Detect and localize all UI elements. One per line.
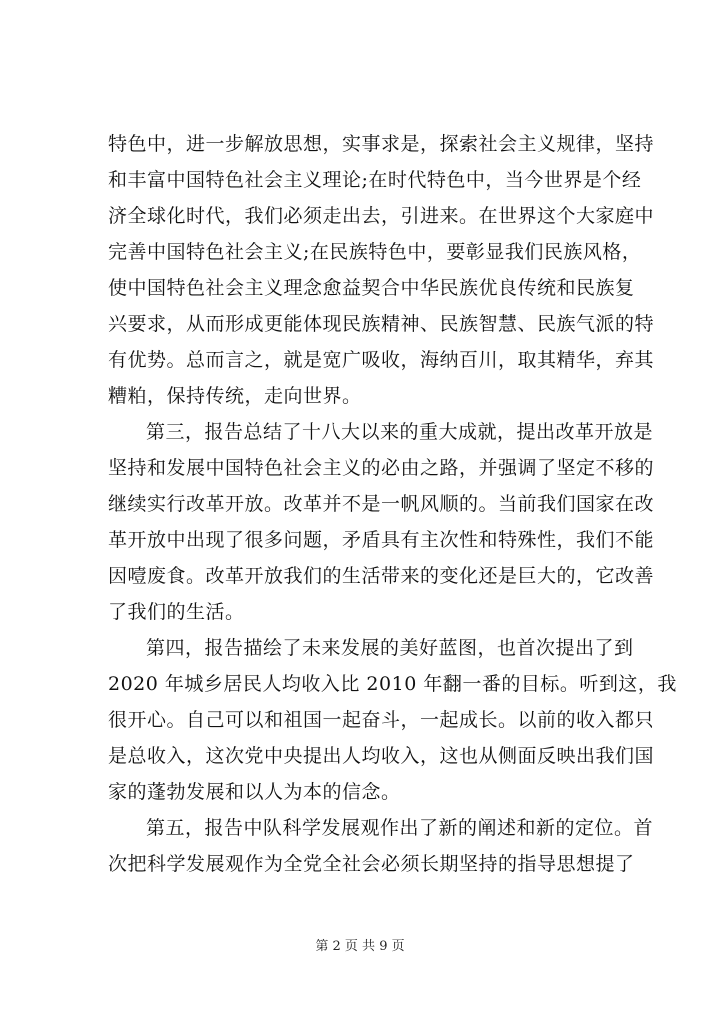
text-line: 第三，报告总结了十八大以来的重大成就，提出改革开放是	[146, 421, 654, 443]
page-footer: 第 2 页 共 9 页	[315, 939, 405, 954]
text-line: 因噎废食。改革开放我们的生活带来的变化还是巨大的，它改善	[108, 565, 655, 587]
text-line: 兴要求，从而形成更能体现民族精神、民族智慧、民族气派的特	[108, 313, 655, 335]
text-line: 完善中国特色社会主义;在民族特色中，要彰显我们民族风格，	[108, 241, 642, 263]
text-line: 济全球化时代，我们必须走出去，引进来。在世界这个大家庭中	[108, 205, 655, 227]
text-line: 坚持和发展中国特色社会主义的必由之路，并强调了坚定不移的	[108, 457, 655, 479]
text-line: 继续实行改革开放。改革并不是一帆风顺的。当前我们国家在改	[108, 493, 655, 515]
text-line: 了我们的生活。	[108, 601, 245, 623]
text-line: 2020 年城乡居民人均收入比 2010 年翻一番的目标。听到这，我	[108, 673, 677, 695]
text-line: 家的蓬勃发展和以人为本的信念。	[108, 781, 401, 803]
text-line: 第四，报告描绘了未来发展的美好蓝图，也首次提出了到	[146, 637, 634, 659]
text-line: 革开放中出现了很多问题，矛盾具有主次性和特殊性，我们不能	[108, 529, 655, 551]
text-line: 很开心。自己可以和祖国一起奋斗，一起成长。以前的收入都只	[108, 709, 655, 731]
text-line: 次把科学发展观作为全党全社会必须长期坚持的指导思想提了	[108, 853, 635, 875]
text-line: 和丰富中国特色社会主义理论;在时代特色中，当今世界是个经	[108, 169, 642, 191]
body-text	[108, 126, 677, 882]
text-line: 糟粕，保持传统，走向世界。	[108, 385, 362, 407]
text-line: 使中国特色社会主义理念愈益契合中华民族优良传统和民族复	[108, 277, 635, 299]
text-line: 特色中，进一步解放思想，实事求是，探索社会主义规律，坚持	[108, 133, 655, 155]
text-line: 有优势。总而言之，就是宽广吸收，海纳百川，取其精华，弃其	[108, 349, 655, 371]
text-line: 第五，报告中队科学发展观作出了新的阐述和新的定位。首	[146, 817, 654, 839]
text-line: 是总收入，这次党中央提出人均收入，这也从侧面反映出我们国	[108, 745, 655, 767]
